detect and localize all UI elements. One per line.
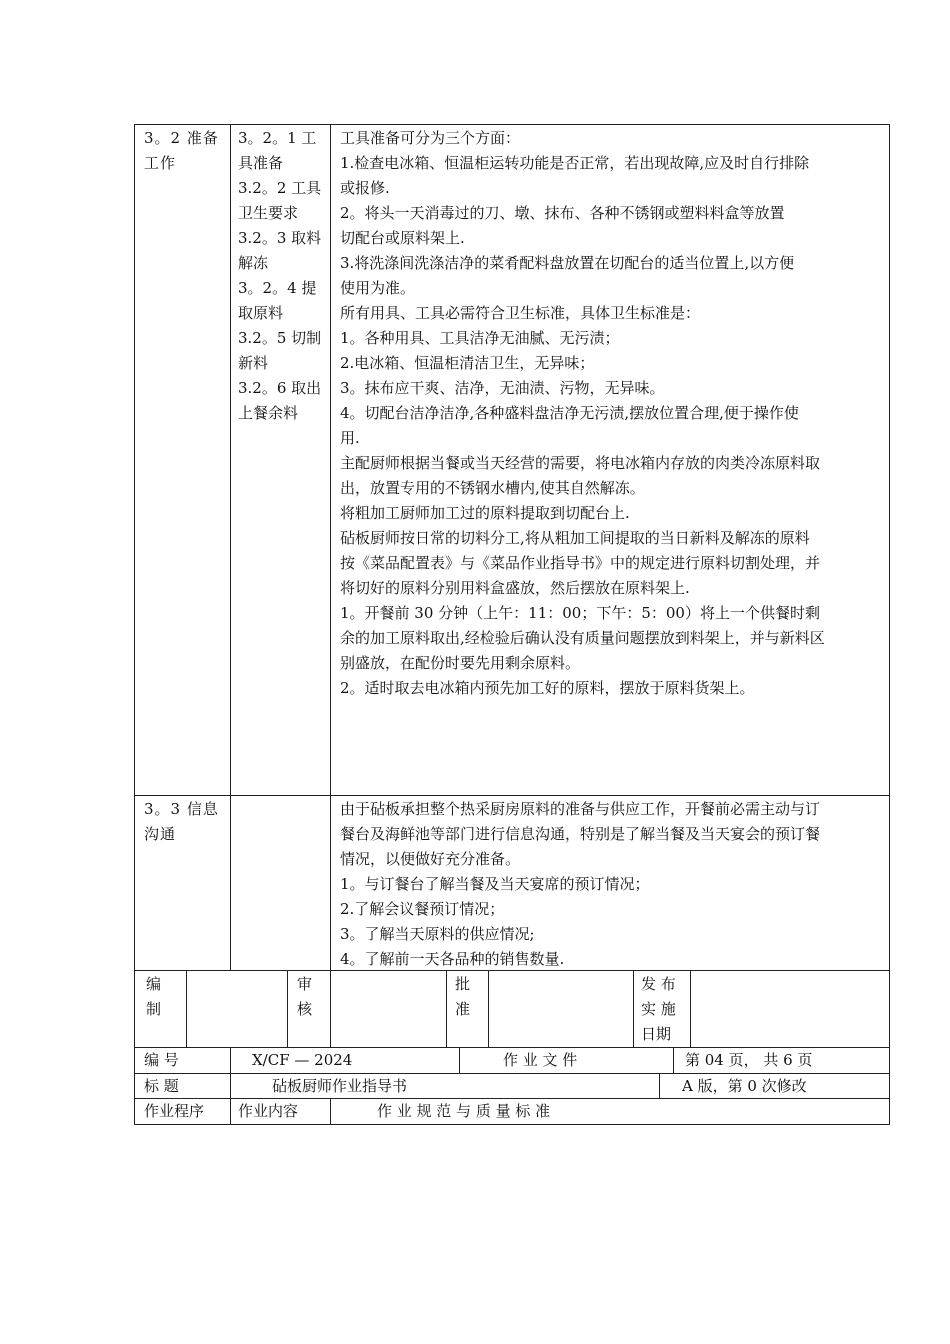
standard-line: 4。切配台洁净洁净,各种盛料盘洁净无污渍,摆放位置合理,便于操作使 bbox=[340, 404, 799, 422]
standard-line: 1。与订餐台了解当餐及当天宴席的预订情况； bbox=[340, 875, 650, 893]
standard-line: 2。将头一天消毒过的刀、墩、抹布、各种不锈钢或塑料料盒等放置 bbox=[340, 204, 785, 222]
standard-line: 工具准备可分为三个方面： bbox=[340, 129, 521, 147]
standard-line: 按《菜品配置表》与《菜品作业指导书》中的规定进行原料切割处理，并 bbox=[340, 554, 821, 572]
code-label: 编 号 bbox=[144, 1051, 179, 1069]
content-item: 3.2。5 切制 bbox=[238, 329, 322, 347]
standard-line: 余的加工原料取出,经检验后确认没有质量问题摆放到料架上，并与新料区 bbox=[340, 629, 825, 647]
standard-line: 3。了解当天原料的供应情况; bbox=[340, 925, 535, 943]
review-signature-field[interactable] bbox=[331, 971, 446, 1047]
standard-line: 1。各种用具、工具洁净无油腻、无污渍； bbox=[340, 329, 620, 347]
standard-line: 4。了解前一天各品种的销售数量. bbox=[340, 950, 565, 968]
standard-line: 砧板厨师按日常的切料分工,将从粗加工间提取的当日新料及解冻的原料 bbox=[340, 529, 810, 547]
standard-line: 别盛放，在配份时要先用剩余原料。 bbox=[340, 654, 581, 672]
content-item: 3.2。2 工具 bbox=[238, 179, 322, 197]
column-header-procedure: 作业程序 bbox=[144, 1102, 205, 1120]
release-label: 发 布 bbox=[641, 975, 676, 993]
standard-line: 切配台或原料架上. bbox=[340, 229, 465, 247]
standard-line: 餐台及海鲜池等部门进行信息沟通，特别是了解当餐及当天宴会的预订餐 bbox=[340, 825, 821, 843]
approve-signature-field[interactable] bbox=[489, 971, 633, 1047]
doc-type: 作 业 文 件 bbox=[503, 1051, 578, 1069]
standard-line: 将粗加工厨师加工过的原料提取到切配台上. bbox=[340, 504, 630, 522]
content-item: 3。2。1 工 bbox=[238, 129, 317, 147]
standard-line: 1。开餐前 30 分钟（上午：11：00；下午：5：00）将上一个供餐时剩 bbox=[340, 604, 820, 622]
standard-line: 2。适时取去电冰箱内预先加工好的原料，摆放于原料货架上。 bbox=[340, 679, 755, 697]
column-header-standard: 作 业 规 范 与 质 量 标 准 bbox=[377, 1102, 551, 1120]
standard-line: 3.将洗涤间洗涤洁净的菜肴配料盘放置在切配台的适当位置上,以方便 bbox=[340, 254, 795, 272]
review-label: 核 bbox=[297, 1000, 313, 1018]
release-label: 实 施 bbox=[641, 1000, 676, 1018]
standard-line: 使用为准。 bbox=[340, 279, 416, 297]
review-label: 审 bbox=[297, 975, 313, 993]
release-label: 日期 bbox=[641, 1025, 672, 1043]
compile-label: 编 bbox=[146, 975, 162, 993]
compile-label: 制 bbox=[146, 1000, 162, 1018]
content-item: 取原料 bbox=[238, 304, 284, 322]
standard-line: 将切好的原料分别用料盒盛放，然后摆放在原料架上. bbox=[340, 579, 690, 597]
approve-label: 批 bbox=[455, 975, 471, 993]
procedure-line: 工作 bbox=[144, 154, 177, 172]
compile-signature-field[interactable] bbox=[187, 971, 287, 1047]
content-item: 3。2。4 提 bbox=[238, 279, 317, 297]
approve-label: 准 bbox=[455, 1000, 471, 1018]
standard-line: 所有用具、工具必需符合卫生标准，具体卫生标准是： bbox=[340, 304, 701, 322]
content-item: 具准备 bbox=[238, 154, 284, 172]
standard-line: 用. bbox=[340, 429, 360, 447]
standard-line: 主配厨师根据当餐或当天经营的需要，将电冰箱内存放的肉类冷冻原料取 bbox=[340, 454, 821, 472]
column-header-content: 作业内容 bbox=[238, 1102, 299, 1120]
standard-line: 2.了解会议餐预订情况； bbox=[340, 900, 505, 918]
procedure-line: 3。2 准备 bbox=[144, 129, 219, 147]
content-item: 新料 bbox=[238, 354, 269, 372]
title-label: 标 题 bbox=[144, 1077, 179, 1095]
content-item: 3.2。3 取料 bbox=[238, 229, 322, 247]
doc-title: 砧板厨师作业指导书 bbox=[272, 1077, 408, 1095]
standard-line: 2.电冰箱、恒温柜清洁卫生，无异味； bbox=[340, 354, 595, 372]
release-date-field[interactable] bbox=[691, 971, 889, 1047]
standard-line: 1.检查电冰箱、恒温柜运转功能是否正常，若出现故障,应及时自行排除 bbox=[340, 154, 810, 172]
procedure-line: 沟通 bbox=[144, 825, 177, 843]
code-value: X/CF — 2024 bbox=[252, 1051, 353, 1069]
content-item: 上餐余料 bbox=[238, 404, 299, 422]
content-item: 3.2。6 取出 bbox=[238, 379, 322, 397]
standard-line: 出，放置专用的不锈钢水槽内,使其自然解冻。 bbox=[340, 479, 645, 497]
page-info: 第 04 页， 共 6 页 bbox=[685, 1051, 813, 1069]
standard-line: 由于砧板承担整个热采厨房原料的准备与供应工作，开餐前必需主动与订 bbox=[340, 800, 821, 818]
standard-line: 或报修. bbox=[340, 179, 390, 197]
procedure-line: 3。3 信息 bbox=[144, 800, 219, 818]
version-info: A 版，第 0 次修改 bbox=[682, 1077, 807, 1095]
standard-line: 3。抹布应干爽、洁净，无油渍、污物，无异味。 bbox=[340, 379, 665, 397]
content-item: 卫生要求 bbox=[238, 204, 299, 222]
standard-line: 情况，以便做好充分准备。 bbox=[340, 850, 521, 868]
content-item: 解冻 bbox=[238, 254, 269, 272]
